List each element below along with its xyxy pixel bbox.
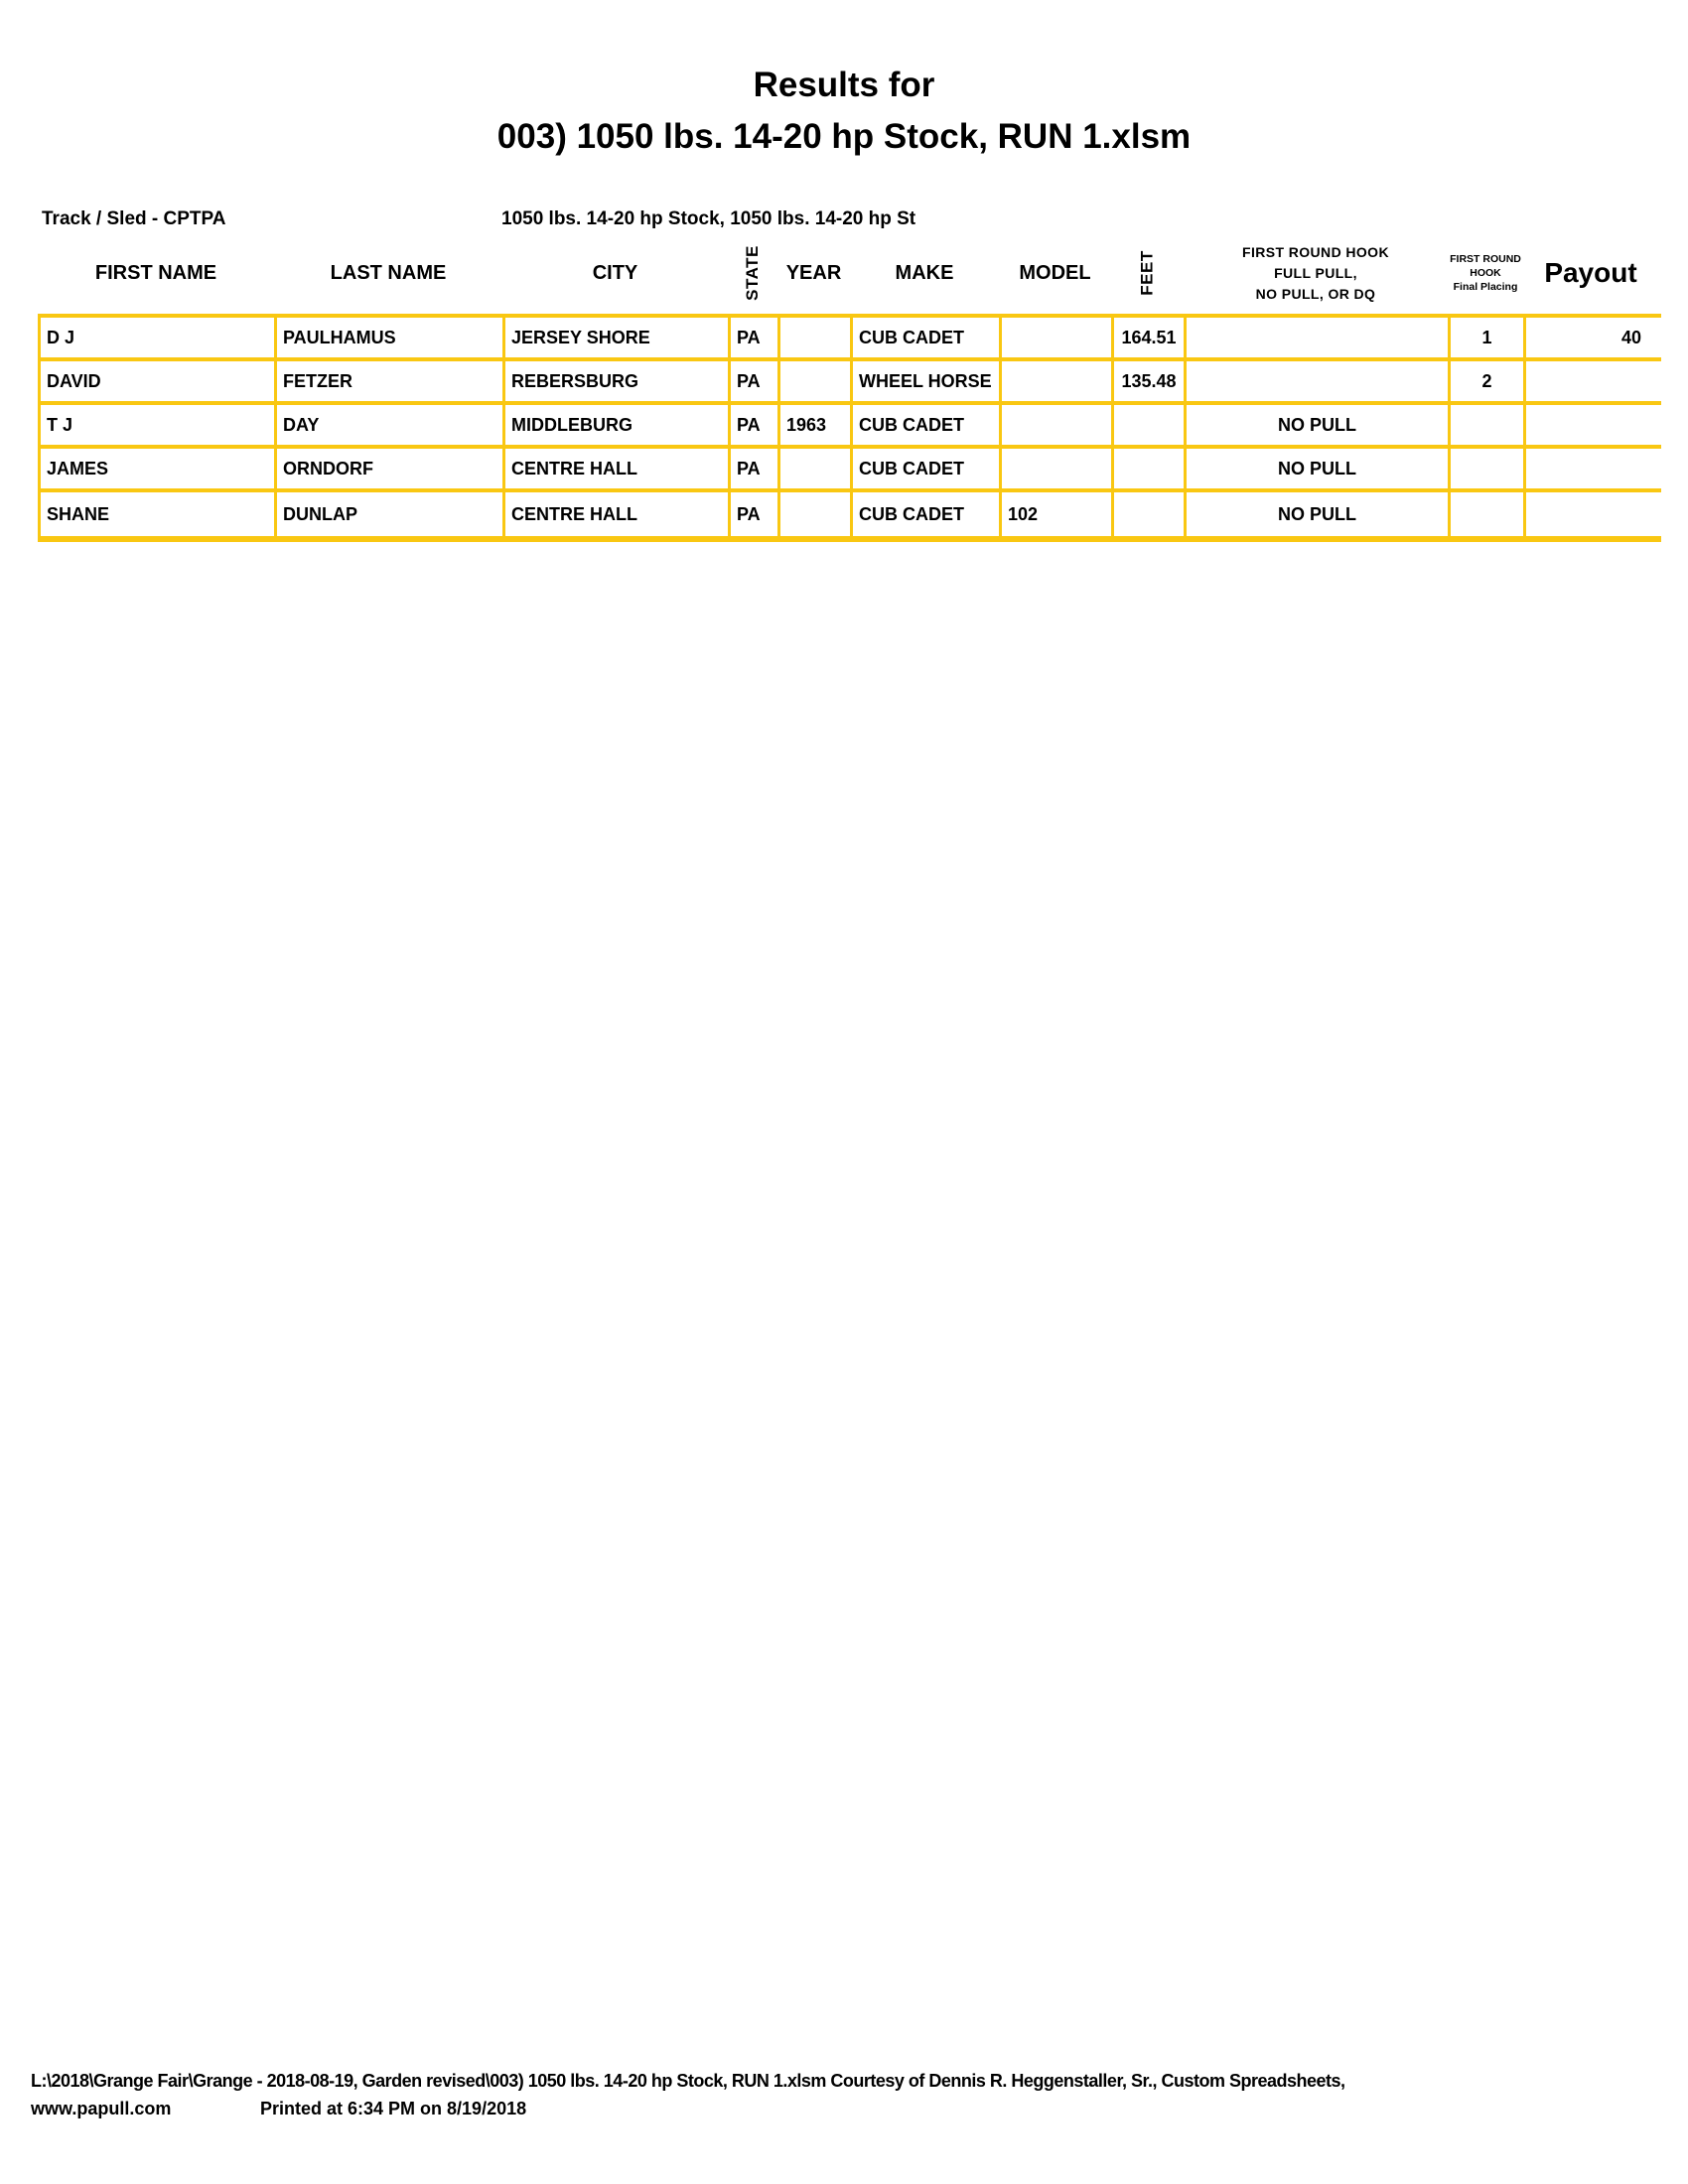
col-header-first-name: FIRST NAME bbox=[94, 261, 217, 284]
table-cell: WHEEL HORSE bbox=[853, 361, 1002, 405]
table-cell bbox=[1002, 361, 1114, 405]
state-vertical-label: STATE bbox=[743, 245, 763, 301]
results-table bbox=[38, 314, 1661, 542]
table-cell bbox=[780, 361, 853, 405]
placing-header-line: Final Placing bbox=[1453, 281, 1518, 293]
hook-header-line: NO PULL, OR DQ bbox=[1255, 285, 1376, 302]
table-cell: 164.51 bbox=[1114, 318, 1187, 361]
table-cell: ORNDORF bbox=[277, 449, 505, 492]
table-cell bbox=[1002, 318, 1114, 361]
class-name-label: 1050 lbs. 14-20 hp Stock, 1050 lbs. 14-20 hp St bbox=[501, 208, 916, 229]
table-cell: FETZER bbox=[277, 361, 505, 405]
table-cell: PA bbox=[731, 405, 780, 449]
report-title-line2: 003) 1050 lbs. 14-20 hp Stock, RUN 1.xlsm bbox=[496, 117, 1192, 156]
table-cell bbox=[1187, 318, 1451, 361]
table-cell: PA bbox=[731, 449, 780, 492]
table-cell: SHANE bbox=[41, 492, 277, 536]
table-cell bbox=[1451, 405, 1526, 449]
table-cell: CENTRE HALL bbox=[505, 492, 731, 536]
table-cell bbox=[1114, 492, 1187, 536]
table-cell: 135.48 bbox=[1114, 361, 1187, 405]
table-cell: CUB CADET bbox=[853, 318, 1002, 361]
table-cell bbox=[1526, 361, 1661, 405]
table-cell: PA bbox=[731, 318, 780, 361]
placing-header-line: FIRST ROUND bbox=[1450, 253, 1521, 265]
hook-header-line: FULL PULL, bbox=[1274, 264, 1357, 281]
col-header-model: MODEL bbox=[1019, 261, 1091, 284]
table-cell: CUB CADET bbox=[853, 449, 1002, 492]
table-cell bbox=[1526, 405, 1661, 449]
table-cell bbox=[780, 492, 853, 536]
table-cell bbox=[780, 318, 853, 361]
col-header-first-round-hook bbox=[1184, 236, 1448, 310]
table-cell: CUB CADET bbox=[853, 492, 1002, 536]
table-header-row bbox=[38, 236, 1658, 310]
table-cell bbox=[1114, 449, 1187, 492]
table-cell: 1963 bbox=[780, 405, 853, 449]
table-cell bbox=[1114, 405, 1187, 449]
col-header-final-placing bbox=[1448, 236, 1523, 310]
table-cell: 102 bbox=[1002, 492, 1114, 536]
table-cell bbox=[780, 449, 853, 492]
table-cell bbox=[1002, 449, 1114, 492]
col-header-last-name: LAST NAME bbox=[330, 261, 447, 284]
table-cell: PAULHAMUS bbox=[277, 318, 505, 361]
placing-header-line: HOOK bbox=[1470, 267, 1501, 279]
col-header-feet bbox=[1111, 236, 1184, 310]
table-cell bbox=[1002, 405, 1114, 449]
footer-file-path: L:\2018\Grange Fair\Grange - 2018-08-19, Garden revised\003) 1050 lbs. 14-20 hp Stock, RUN 1.xlsm Courtesy of Dennis R. Heggenstaller, Sr., Custom Spreadsheets, bbox=[31, 2071, 1345, 2091]
table-cell bbox=[1526, 449, 1661, 492]
table-cell bbox=[1451, 449, 1526, 492]
table-cell bbox=[1526, 492, 1661, 536]
table-cell: PA bbox=[731, 492, 780, 536]
table-cell: 2 bbox=[1451, 361, 1526, 405]
table-cell: DAVID bbox=[41, 361, 277, 405]
table-cell: CENTRE HALL bbox=[505, 449, 731, 492]
track-sled-label: Track / Sled - CPTPA bbox=[42, 208, 226, 229]
table-cell: DAY bbox=[277, 405, 505, 449]
table-cell: REBERSBURG bbox=[505, 361, 731, 405]
footer-website: www.papull.com bbox=[31, 2099, 172, 2118]
table-cell: 1 bbox=[1451, 318, 1526, 361]
table-cell: 40 bbox=[1526, 318, 1661, 361]
table-cell: MIDDLEBURG bbox=[505, 405, 731, 449]
table-cell: PA bbox=[731, 361, 780, 405]
footer-line2 bbox=[31, 2099, 825, 2124]
col-header-year: YEAR bbox=[785, 261, 842, 284]
col-header-city: CITY bbox=[592, 261, 638, 284]
table-cell: CUB CADET bbox=[853, 405, 1002, 449]
table-cell: DUNLAP bbox=[277, 492, 505, 536]
footer-printed-at: Printed at 6:34 PM on 8/19/2018 bbox=[260, 2099, 527, 2118]
table-cell: NO PULL bbox=[1187, 492, 1451, 536]
table-cell: NO PULL bbox=[1187, 449, 1451, 492]
hook-header-line: FIRST ROUND HOOK bbox=[1242, 243, 1389, 260]
table-cell bbox=[1451, 492, 1526, 536]
table-cell: JERSEY SHORE bbox=[505, 318, 731, 361]
feet-vertical-label: FEET bbox=[1137, 250, 1157, 296]
report-title-line1: Results for bbox=[753, 66, 935, 104]
col-header-state bbox=[728, 236, 777, 310]
table-cell: D J bbox=[41, 318, 277, 361]
table-cell: JAMES bbox=[41, 449, 277, 492]
table-cell bbox=[1187, 361, 1451, 405]
table-cell: T J bbox=[41, 405, 277, 449]
col-header-payout: Payout bbox=[1544, 257, 1637, 288]
col-header-make: MAKE bbox=[895, 261, 954, 284]
table-cell: NO PULL bbox=[1187, 405, 1451, 449]
